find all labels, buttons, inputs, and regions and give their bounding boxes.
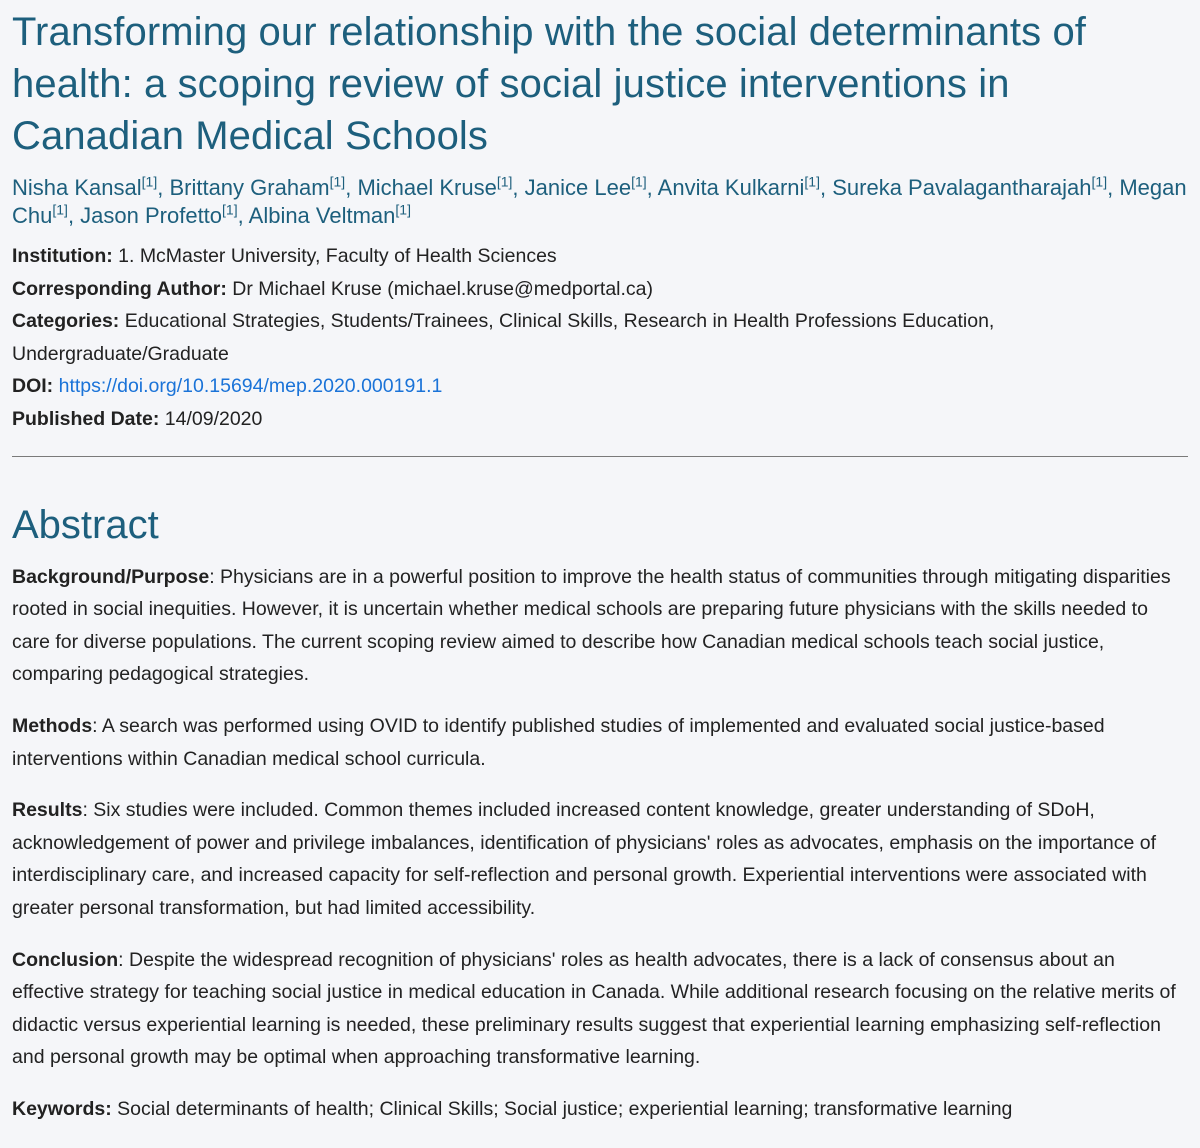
doi-label: DOI:	[12, 375, 54, 398]
affiliation-marker: [1]	[496, 173, 513, 190]
author-link[interactable]	[658, 175, 820, 200]
abstract-methods	[12, 710, 1188, 775]
affiliation-marker: [1]	[804, 173, 820, 190]
author-name: Michael Kruse	[357, 175, 497, 200]
article-metadata	[12, 240, 1188, 436]
author-name: Janice Lee	[524, 175, 632, 200]
abstract-heading: Abstract	[12, 502, 159, 547]
corresponding-author-value: Dr Michael Kruse (michael.kruse@medportal.ca)	[226, 277, 654, 300]
author-link[interactable]	[12, 175, 157, 200]
author-name: Jason Profetto	[80, 203, 223, 228]
affiliation-marker: [1]	[631, 173, 647, 190]
author-link[interactable]	[80, 203, 237, 228]
author-link[interactable]	[525, 175, 647, 200]
conclusion-label: Conclusion	[12, 948, 119, 971]
author-name: Anvita Kulkarni	[657, 175, 805, 200]
abstract-results	[12, 794, 1188, 924]
keywords-label: Keywords:	[12, 1097, 112, 1120]
author-link[interactable]	[357, 175, 512, 200]
article-title: Transforming our relationship with the social determinants of health: a scoping review of social justice interventions in Canadian Medical Schools	[12, 10, 1087, 158]
corresponding-author-row	[12, 273, 1188, 306]
corresponding-author-label: Corresponding Author:	[12, 277, 227, 300]
categories-row	[12, 305, 1188, 370]
published-date-value: 14/09/2020	[159, 407, 263, 430]
affiliation-marker: [1]	[1091, 173, 1108, 190]
categories-value: Educational Strategies, Students/Trainees, Clinical Skills, Research in Health Professions Education, Undergraduate/Graduate	[12, 310, 995, 365]
published-date-row	[12, 403, 1188, 436]
results-label: Results	[12, 799, 83, 822]
doi-row	[12, 370, 1188, 403]
doi-link[interactable]: https://doi.org/10.15694/mep.2020.000191.1	[58, 375, 443, 398]
author-link[interactable]	[249, 203, 411, 228]
results-text: : Six studies were included. Common themes included increased content knowledge, greater understanding of SDoH, acknowledgement of power and privilege imbalances, identification of physicians' roles as advocates, emphasis on the importance of interdisciplinary care, and increased capacity for self-reflection and personal growth. Experiential interventions were associated with greater personal transformation, but had limited accessibility.	[12, 799, 1157, 919]
author-name: Brittany Graham	[169, 175, 330, 200]
categories-label: Categories:	[12, 310, 120, 333]
author-name: Megan Chu	[12, 175, 1187, 228]
keywords-text: Social determinants of health; Clinical Skills; Social justice; experiential learning; transformative learning	[111, 1097, 1013, 1120]
published-date-label: Published Date:	[12, 407, 160, 430]
background-text: : Physicians are in a powerful position to improve the health status of communities through mitigating disparities rooted in social inequities. However, it is uncertain whether medical schools are preparing future physicians with the skills needed to care for diverse populations. The current scoping review aimed to describe how Canadian medical schools teach social justice, comparing pedagogical strategies.	[12, 565, 1171, 686]
abstract-background	[12, 561, 1188, 691]
author-name: Albina Veltman	[248, 203, 396, 228]
methods-label: Methods	[12, 714, 93, 737]
author-name: Nisha Kansal	[12, 175, 142, 200]
affiliation-marker: [1]	[222, 201, 238, 218]
author-link[interactable]	[832, 175, 1107, 200]
institution-label: Institution:	[12, 245, 113, 267]
section-divider	[12, 456, 1188, 457]
keywords	[12, 1093, 1188, 1126]
author-link[interactable]	[169, 175, 345, 200]
affiliation-marker: [1]	[395, 201, 411, 218]
affiliation-marker: [1]	[141, 173, 158, 190]
institution-row	[12, 240, 1188, 273]
abstract-conclusion	[12, 944, 1188, 1074]
affiliation-marker: [1]	[329, 173, 346, 190]
conclusion-text: : Despite the widespread recognition of physicians' roles as health advocates, there is a lack of consensus about an effective strategy for teaching social justice in medical education in Canada. While additional research focusing on the relative merits of didactic versus experiential learning is needed, these preliminary results suggest that experiential learning emphasizing self-reflection and personal growth may be optimal when approaching transformative learning.	[12, 948, 1176, 1069]
background-label: Background/Purpose	[12, 565, 210, 588]
methods-text: : A search was performed using OVID to identify published studies of implemented and evaluated social justice-based interventions within Canadian medical school curricula.	[12, 714, 1105, 770]
author-name: Sureka Pavalagantharajah	[832, 175, 1092, 200]
institution-value: 1. McMaster University, Faculty of Health Sciences	[112, 245, 557, 267]
affiliation-marker: [1]	[52, 201, 68, 218]
author-list: Nisha Kansal[1], Brittany Graham[1], Michael Kruse[1], Janice Lee[1], Anvita Kulkarni[1], Sureka Pavalagantharajah[1], Megan Chu[1], Jason Profetto[1], Albina Veltman[1]	[12, 173, 1187, 228]
